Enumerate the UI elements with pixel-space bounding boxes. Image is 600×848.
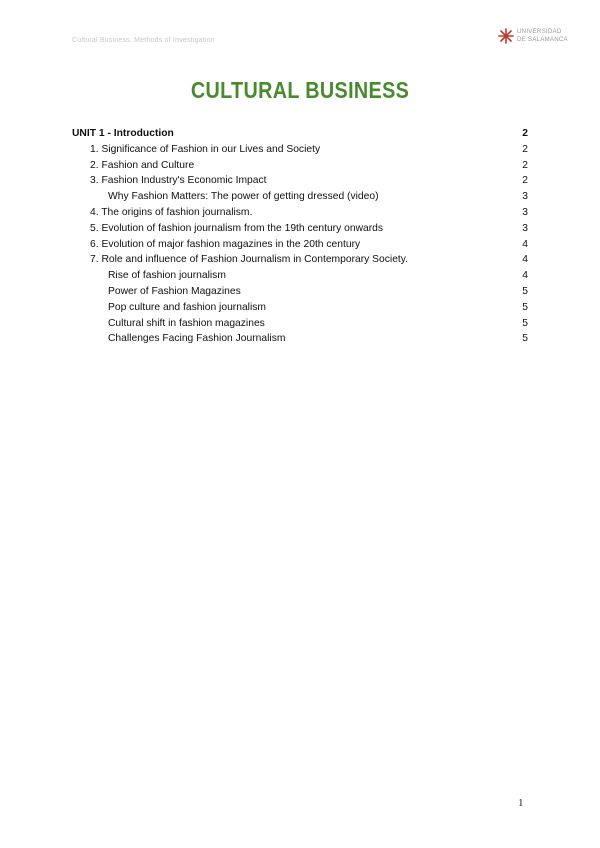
toc-entry-label: 2. Fashion and Culture: [90, 159, 195, 171]
logo-text: [517, 28, 568, 43]
university-logo: [498, 27, 568, 47]
toc-entry-page: 5: [522, 333, 528, 345]
toc-entry-page: 3: [522, 222, 528, 234]
toc-entry-page: 3: [522, 191, 528, 203]
toc-entry-label: UNIT 1 - Introduction: [72, 128, 174, 139]
toc-entry-page: 5: [522, 301, 528, 313]
toc-entry[interactable]: [72, 221, 528, 237]
toc-entry-page: 3: [522, 206, 528, 218]
toc-entry-page: 4: [522, 254, 528, 266]
toc-entry-page: 2: [522, 175, 528, 187]
university-star-logo-icon: [498, 28, 514, 44]
toc-entry-label: Cultural shift in fashion magazines: [108, 317, 265, 329]
toc-subentry[interactable]: [72, 189, 528, 205]
logo-line-1: UNIVERSIDAD: [517, 28, 562, 35]
toc-entry[interactable]: [72, 237, 528, 253]
toc-entry-page: 4: [522, 238, 528, 250]
page-number: 1: [518, 797, 524, 809]
toc-subentry[interactable]: [72, 284, 528, 300]
toc-entry-unit-1[interactable]: [72, 126, 528, 142]
toc-entry-label: 1. Significance of Fashion in our Lives and Society: [90, 143, 321, 155]
toc-entry-page: 5: [522, 317, 528, 329]
toc-entry[interactable]: [72, 158, 528, 174]
toc-entry-label: Rise of fashion journalism: [108, 270, 226, 282]
toc-entry-page: 2: [522, 159, 528, 171]
toc-entry-label: 6. Evolution of major fashion magazines in the 20th century: [90, 238, 361, 250]
toc-entry[interactable]: [72, 205, 528, 221]
toc-entry-label: 3. Fashion Industry's Economic Impact: [90, 175, 267, 187]
toc-entry-page: 2: [522, 143, 528, 155]
toc-entry-label: Pop culture and fashion journalism: [108, 301, 266, 313]
running-header: Cultural Business: Methods of Investigation: [72, 37, 215, 44]
toc-entry[interactable]: [72, 142, 528, 158]
toc-entry-page: 5: [522, 285, 528, 297]
toc-entry[interactable]: [72, 252, 528, 268]
toc-entry-label: 5. Evolution of fashion journalism from the 19th century onwards: [90, 222, 384, 234]
toc-subentry[interactable]: [72, 331, 528, 347]
toc-entry-page: 4: [522, 270, 528, 282]
toc-subentry[interactable]: [72, 300, 528, 316]
toc-entry-label: Why Fashion Matters: The power of getting dressed (video): [108, 191, 379, 203]
toc-entry-page: 2: [522, 128, 528, 139]
document-title: CULTURAL BUSINESS: [190, 77, 410, 103]
toc-entry-label: Power of Fashion Magazines: [108, 285, 241, 297]
toc-subentry[interactable]: [72, 316, 528, 332]
toc-entry-label: Challenges Facing Fashion Journalism: [108, 333, 286, 345]
logo-line-2: DE SALAMANCA: [517, 35, 568, 43]
toc-subentry[interactable]: [72, 268, 528, 284]
table-of-contents: [72, 126, 528, 347]
toc-entry-label: 4. The origins of fashion journalism.: [90, 206, 253, 218]
toc-entry[interactable]: [72, 173, 528, 189]
toc-entry-label: 7. Role and influence of Fashion Journalism in Contemporary Society.: [90, 254, 409, 266]
